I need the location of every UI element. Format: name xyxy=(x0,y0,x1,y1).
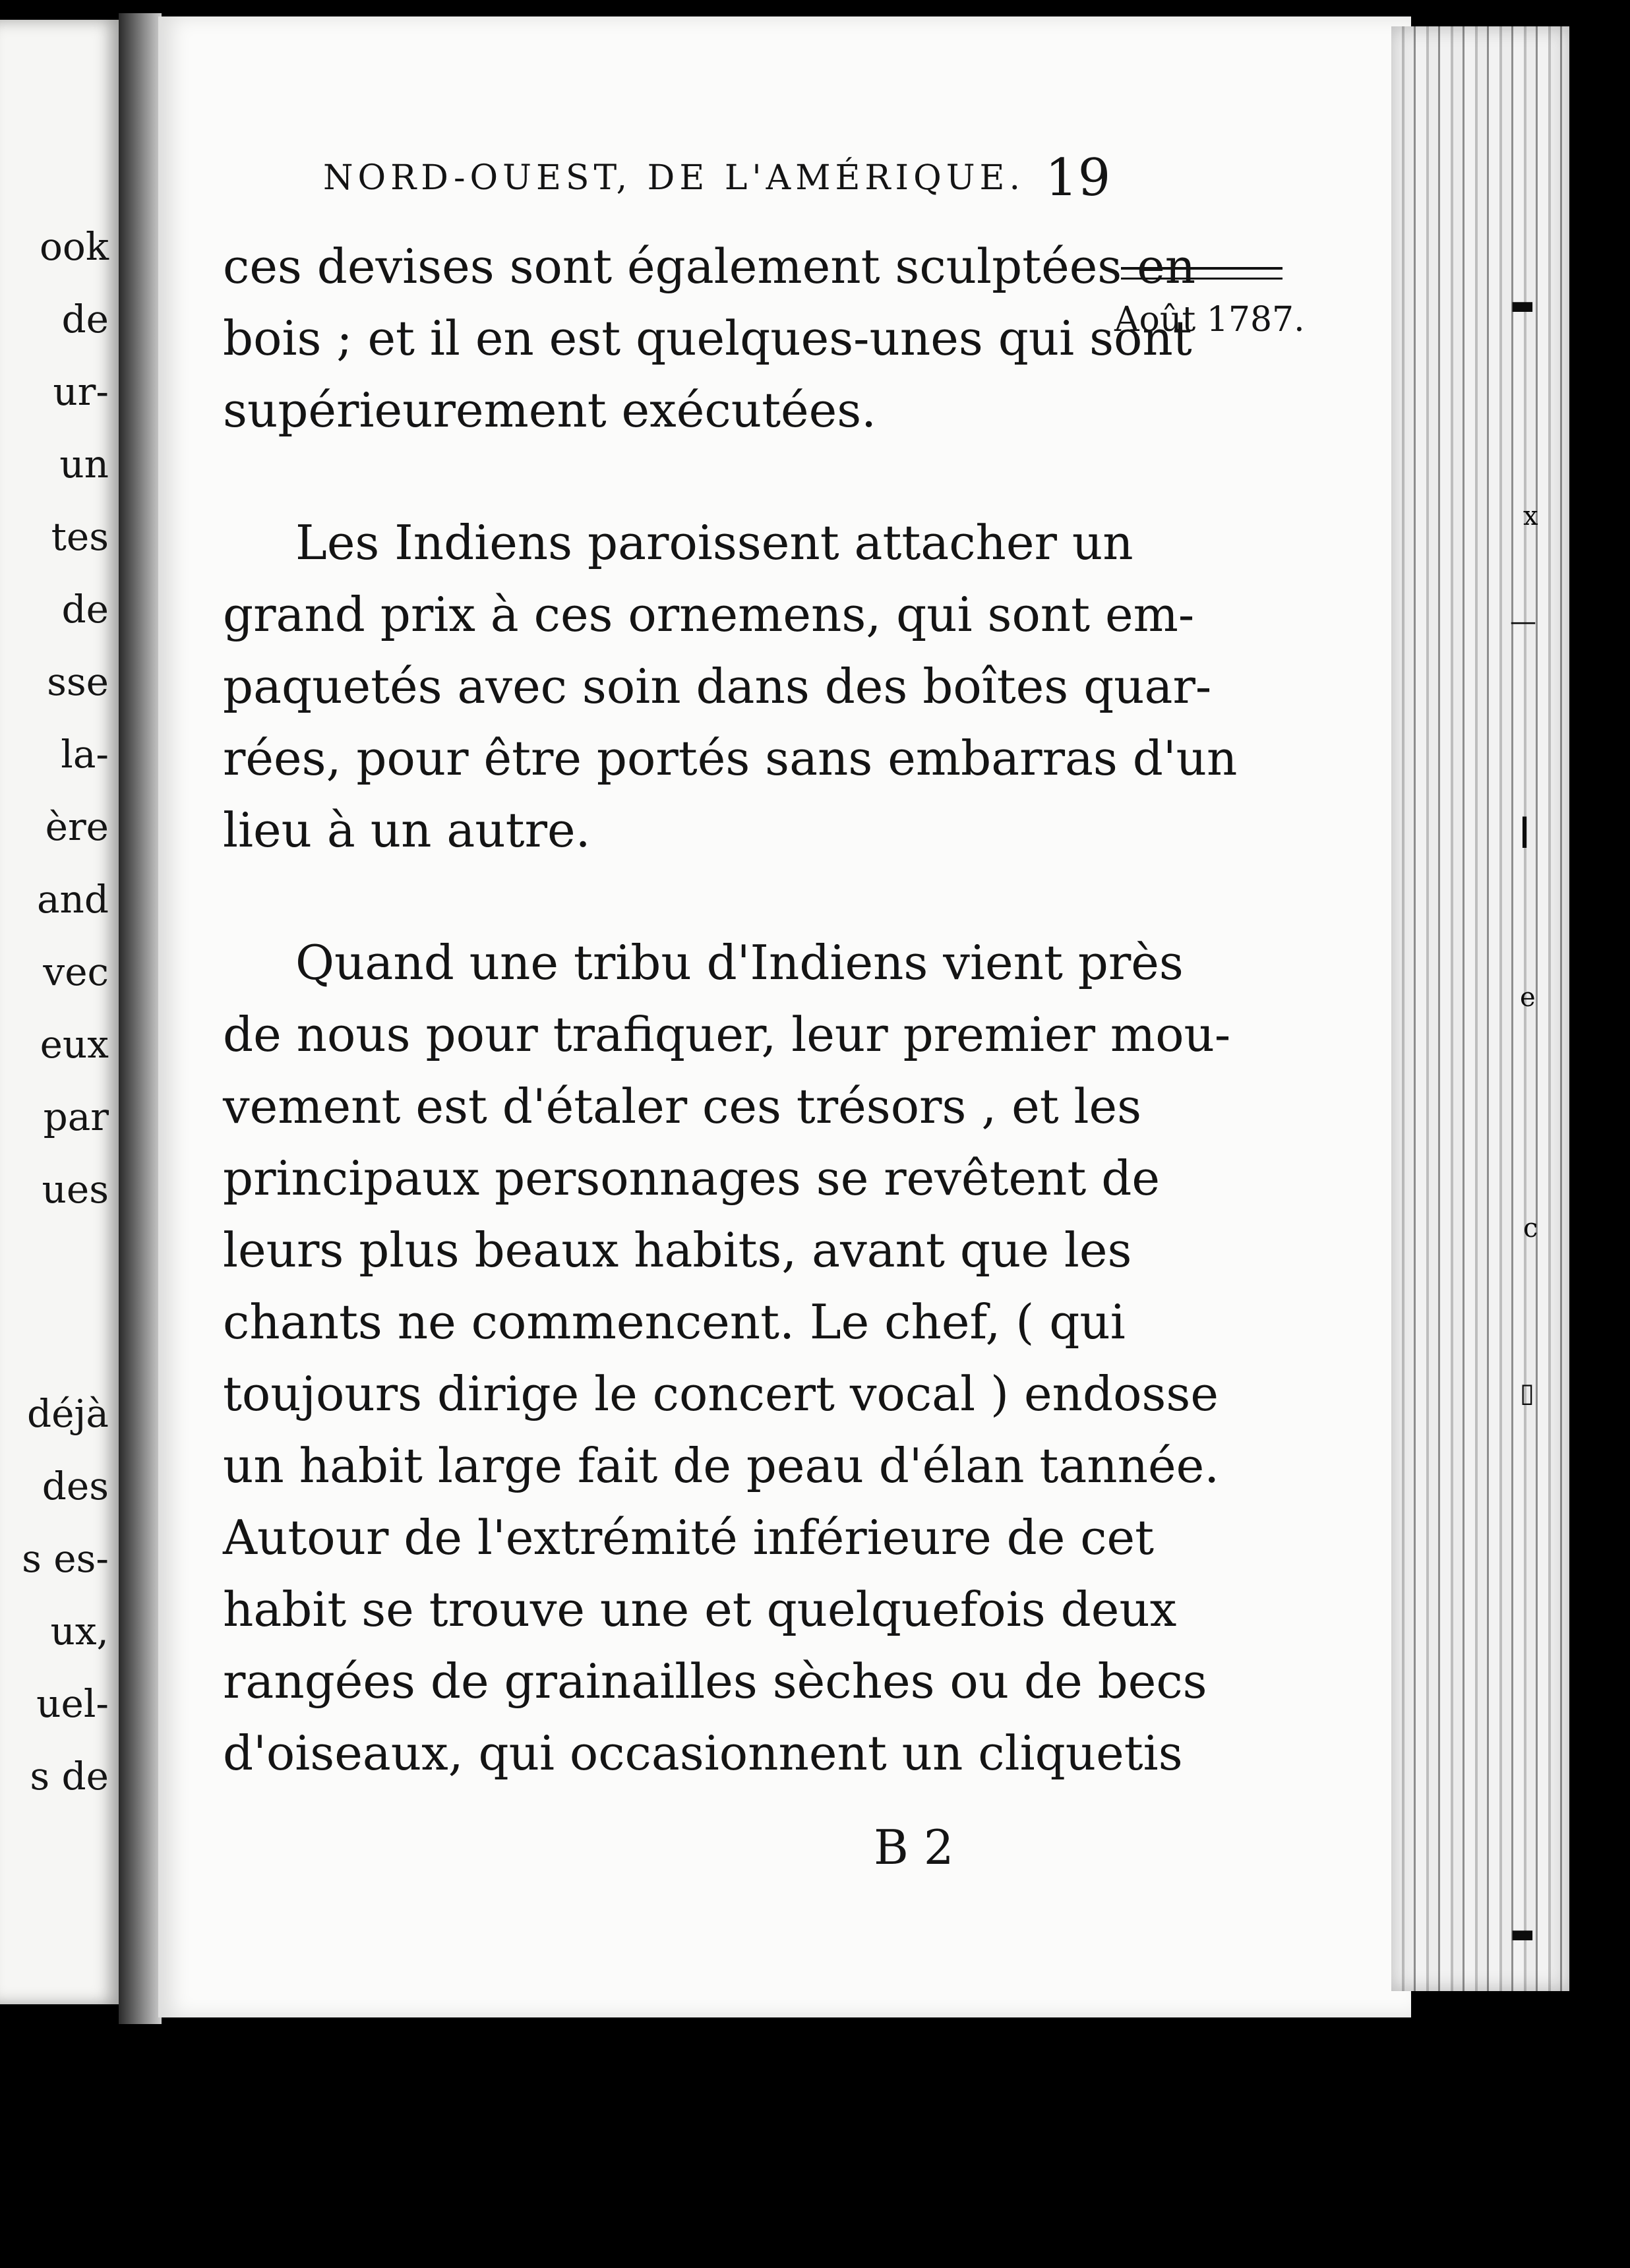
text-line: chants ne commencent. Le chef, ( qui xyxy=(223,1294,1126,1350)
text-line: d'oiseaux, qui occasionnent un cliquetis xyxy=(223,1725,1183,1781)
edge-mark: ┃ xyxy=(1517,818,1533,848)
page-edges xyxy=(1391,26,1569,1991)
paragraph xyxy=(223,231,1196,446)
text-line: grand prix à ces ornemens, qui sont em- xyxy=(223,587,1195,642)
page-number: 19 xyxy=(1045,148,1111,208)
verso-line: tes xyxy=(51,514,109,559)
text-line: habit se trouve une et quelquefois deux xyxy=(223,1582,1177,1637)
verso-line: ues xyxy=(42,1167,109,1212)
edge-mark: e xyxy=(1520,982,1536,1013)
text-line: supérieurement exécutées. xyxy=(223,382,877,438)
verso-line: ook xyxy=(40,224,109,269)
margin-date-note: Août 1787. xyxy=(1114,300,1305,340)
text-line: toujours dirige le concert vocal ) endosse xyxy=(223,1366,1219,1421)
verso-line: uel- xyxy=(36,1681,109,1726)
left-page-fragment xyxy=(0,20,122,2004)
edge-mark: — xyxy=(1510,607,1536,637)
edge-mark: ▯ xyxy=(1520,1378,1535,1408)
paragraph xyxy=(223,507,1238,866)
edge-mark: c xyxy=(1523,1213,1538,1243)
text-line: Quand une tribu d'Indiens vient près xyxy=(295,935,1184,990)
verso-line: sse xyxy=(47,659,109,704)
verso-line: la- xyxy=(61,732,109,777)
verso-line: un xyxy=(59,442,109,487)
text-line: principaux personnages se revêtent de xyxy=(223,1150,1160,1206)
verso-line: ère xyxy=(45,804,109,849)
paragraph xyxy=(223,927,1231,1789)
verso-line: s de xyxy=(30,1754,109,1799)
text-line: de nous pour trafiquer, leur premier mou- xyxy=(223,1007,1231,1062)
text-line: rangées de grainailles sèches ou de becs xyxy=(223,1654,1207,1709)
verso-line: des xyxy=(42,1464,109,1508)
text-line: rées, pour être portés sans embarras d'un xyxy=(223,731,1238,786)
verso-line: ur- xyxy=(53,369,109,414)
verso-line: déjà xyxy=(26,1391,109,1436)
verso-line: vec xyxy=(43,949,109,994)
edge-mark: ▬ xyxy=(1510,290,1535,320)
verso-line: de xyxy=(61,587,109,632)
text-line: Autour de l'extrémité inférieure de cet xyxy=(223,1510,1155,1565)
text-line: bois ; et il en est quelques-unes qui sont xyxy=(223,311,1192,366)
text-line: paquetés avec soin dans des boîtes quar- xyxy=(223,659,1212,714)
verso-line: ux, xyxy=(50,1609,109,1654)
running-header: NORD-OUEST, DE L'AMÉRIQUE. xyxy=(323,158,1025,198)
verso-line: par xyxy=(43,1094,109,1139)
text-line: leurs plus beaux habits, avant que les xyxy=(223,1222,1132,1278)
text-line: Les Indiens paroissent attacher un xyxy=(295,515,1133,570)
signature-mark: B 2 xyxy=(874,1820,954,1875)
verso-line: and xyxy=(36,877,109,922)
text-line: lieu à un autre. xyxy=(223,802,591,858)
text-line: un habit large fait de peau d'élan tannée. xyxy=(223,1438,1220,1493)
text-line: vement est d'étaler ces trésors , et les xyxy=(223,1079,1142,1134)
book-gutter xyxy=(119,13,162,2024)
edge-mark: ▬ xyxy=(1510,1919,1535,1949)
text-line: ces devises sont également sculptées en xyxy=(223,239,1196,294)
verso-line: s es- xyxy=(22,1536,109,1581)
verso-line: de xyxy=(61,297,109,342)
verso-line: eux xyxy=(40,1022,109,1067)
edge-mark: x xyxy=(1523,501,1538,531)
